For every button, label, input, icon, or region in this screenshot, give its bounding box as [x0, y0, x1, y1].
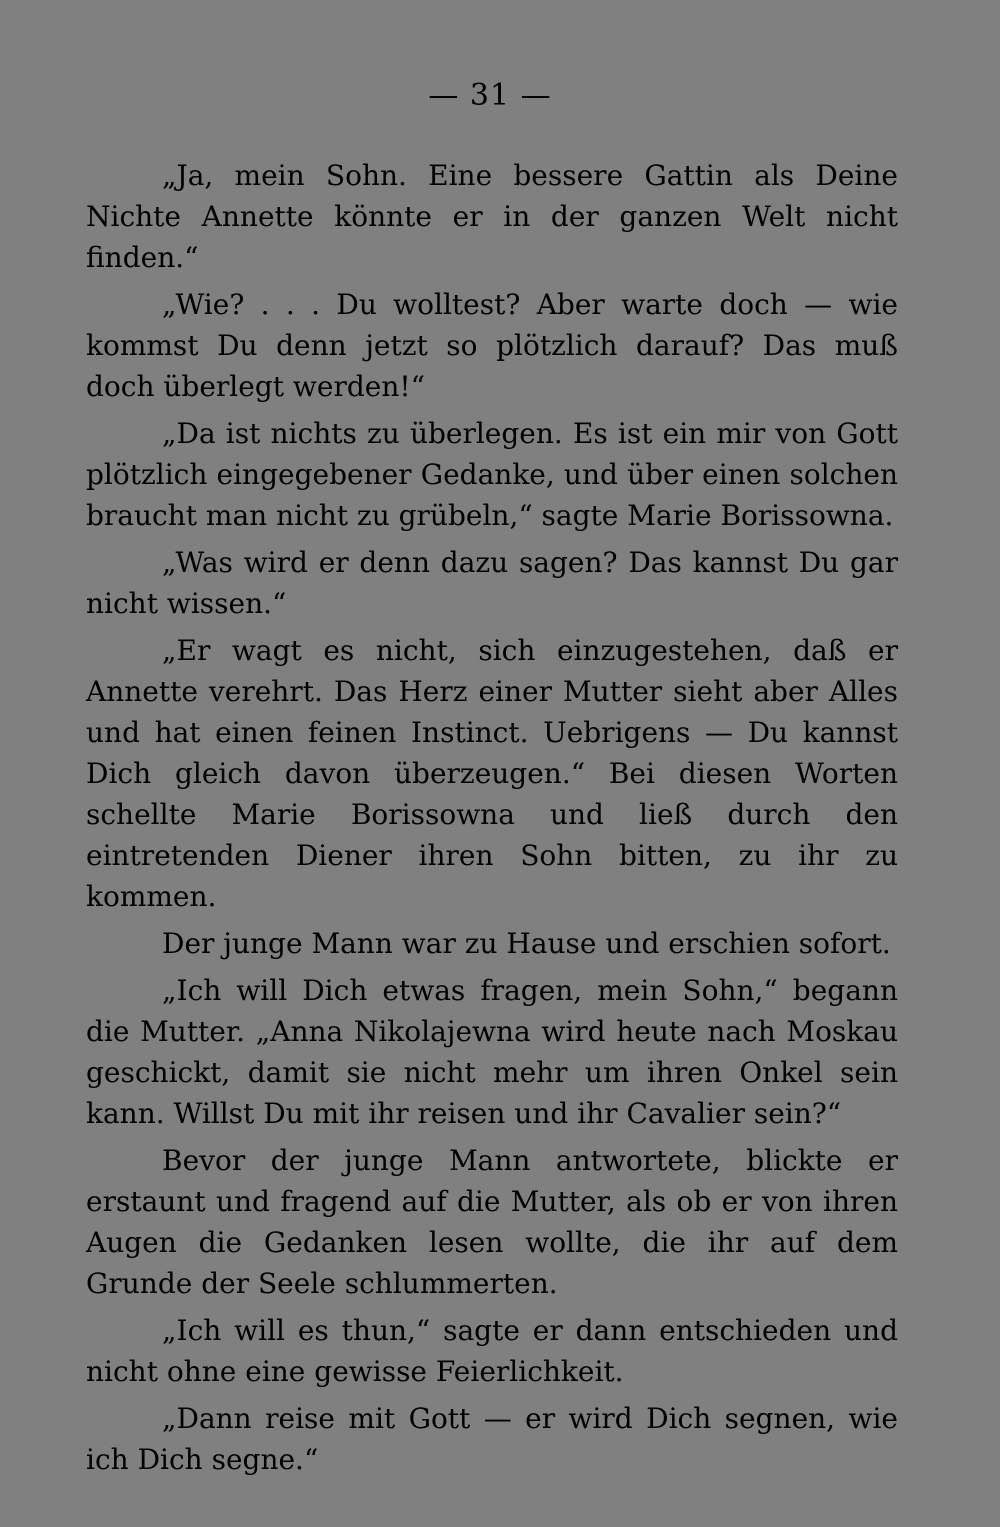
paragraph-8: Bevor der junge Mann antwortete, blickte er erstaunt und fragend auf die Mutter, als ob er von ihren Augen die Gedanken lesen wollte, die ihr auf dem Grunde der Seele schlummerten. [86, 1144, 898, 1300]
paragraph-5: „Er wagt es nicht, sich einzugestehen, daß er Annette verehrt. Das Herz einer Mutter sieht aber Alles und hat einen feinen Instinct. Uebrigens — Du kannst Dich gleich davon überzeugen.“ Bei diesen Worten schellte Marie Borissowna und ließ durch den eintretenden Diener ihren Sohn bitten, zu ihr zu kommen. [86, 634, 898, 913]
paragraph-10: „Dann reise mit Gott — er wird Dich segnen, wie ich Dich segne.“ [86, 1402, 898, 1476]
page-text [86, 155, 898, 1480]
paragraph-4: „Was wird er denn dazu sagen? Das kannst Du gar nicht wissen.“ [86, 546, 898, 620]
paragraph-9: „Ich will es thun,“ sagte er dann entschieden und nicht ohne eine gewisse Feierlichkeit. [86, 1314, 898, 1388]
paragraph-7: „Ich will Dich etwas fragen, mein Sohn,“ begann die Mutter. „Anna Nikolajewna wird heute nach Moskau geschickt, damit sie nicht mehr um ihren Onkel sein kann. Willst Du mit ihr reisen und ihr Cavalier sein?“ [86, 974, 898, 1130]
page-number: — 31 — [428, 78, 552, 113]
paragraph-6: Der junge Mann war zu Hause und erschien sofort. [162, 927, 891, 960]
paragraph-1: „Ja, mein Sohn. Eine bessere Gattin als Deine Nichte Annette könnte er in der ganzen Welt nicht finden.“ [86, 159, 898, 274]
paragraph-2: „Wie? . . . Du wolltest? Aber warte doch — wie kommst Du denn jetzt so plötzlich darauf? Das muß doch überlegt werden!“ [86, 288, 898, 403]
paragraph-3: „Da ist nichts zu überlegen. Es ist ein mir von Gott plötzlich eingegebener Gedanke, und über einen solchen braucht man nicht zu grübeln,“ sagte Marie Borissowna. [86, 417, 898, 532]
